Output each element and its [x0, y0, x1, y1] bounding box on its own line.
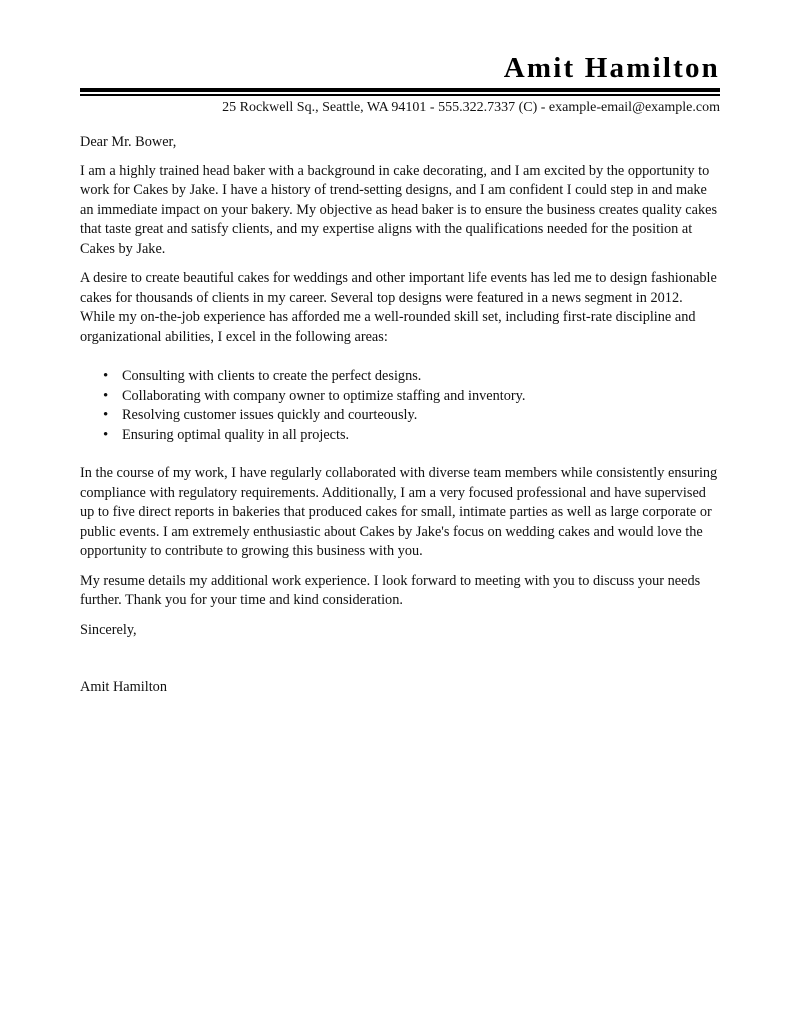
paragraph-intro: I am a highly trained head baker with a background in cake decorating, and I am excited by the opportunity to work for Cakes by Jake. I have a history of trend-setting designs, and I am confident I could step in and make an immediate impact on your bakery. My objective as head baker is to ensure the business creates quality cakes that taste great and satisfy clients, and my expertise aligns with the qualifications needed for the position at Cakes by Jake. [80, 162, 718, 257]
signature: Amit Hamilton [80, 679, 167, 695]
sender-name: Amit Hamilton [503, 52, 720, 84]
list-item: • Collaborating with company owner to optimize staffing and inventory. [122, 387, 720, 407]
letter-body [80, 133, 720, 708]
contact-line: 25 Rockwell Sq., Seattle, WA 94101 - 555.322.7337 (C) - example-email@example.com [222, 100, 720, 115]
header-rule-thin [80, 94, 720, 96]
skills-list [80, 367, 720, 445]
list-item: • Resolving customer issues quickly and courteously. [122, 406, 720, 426]
salutation: Dear Mr. Bower, [80, 134, 177, 150]
closing: Sincerely, [80, 621, 137, 638]
paragraph-experience: A desire to create beautiful cakes for weddings and other important life events has led me to design fashionable cakes for thousands of clients in my career. Several top designs were featured in a news segment in 2012. While my on-the-job experience has afforded me a well-rounded skill set, including first-rate discipline and organizational abilities, I excel in the following areas: [80, 270, 717, 345]
paragraph-collaboration: In the course of my work, I have regularly collaborated with diverse team members while consistently ensuring compliance with regulatory requirements. Additionally, I am a very focused professional and have supervised up to five direct reports in bakeries that produced cakes for small, intimate parties as well as large corporate or public events. I am extremely enthusiastic about Cakes by Jake's focus on wedding cakes and would love the opportunity to contribute to growing this business with you. [80, 465, 718, 559]
list-item: • Ensuring optimal quality in all projects. [122, 426, 720, 446]
list-item: • Consulting with clients to create the perfect designs. [122, 367, 720, 387]
paragraph-closing: My resume details my additional work experience. I look forward to meeting with you to discuss your needs further. Thank you for your time and kind consideration. [80, 572, 701, 608]
header-rule-thick [80, 88, 720, 92]
